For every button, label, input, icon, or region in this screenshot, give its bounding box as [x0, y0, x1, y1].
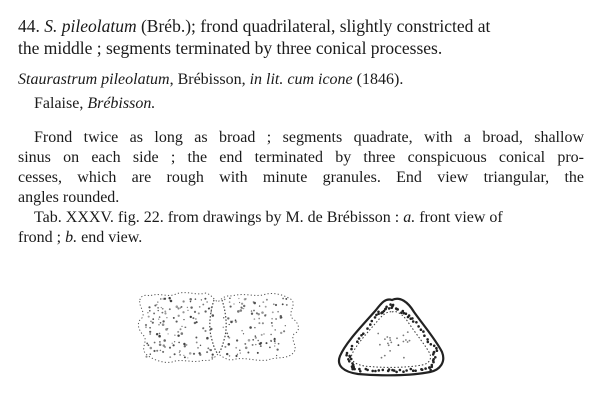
- locality-place: Falaise,: [34, 95, 88, 112]
- plate-text-start: frond ;: [18, 229, 66, 246]
- frond-end-view-drawing: [339, 299, 443, 376]
- locality-collector: Brébisson.: [87, 95, 156, 112]
- synonym-line: [18, 70, 584, 90]
- entry-number: 44.: [18, 16, 40, 36]
- description-line-2: [18, 148, 584, 168]
- synonym-source: in lit. cum icone: [249, 71, 353, 88]
- synonym-name: Staurastrum pileolatum: [18, 71, 170, 88]
- frond-front-view-drawing: [138, 293, 298, 363]
- description-line-1: [34, 128, 584, 148]
- description-text-3: cesses, which are rough with minute granules. End view triangular, the: [18, 169, 584, 186]
- plate-text-a: front view of: [415, 209, 503, 226]
- diagnosis-text-1: ; frond quadrilateral, slightly constricted at: [191, 16, 491, 36]
- description-text-2: sinus on each side ; the end terminated by three conspicuous conical pro-: [18, 149, 584, 166]
- species-name: S. pileolatum: [44, 16, 137, 36]
- plate-label-a: a.: [403, 209, 416, 226]
- synonym-author: , Brébisson,: [169, 71, 250, 88]
- plate-reference-line-1: [34, 208, 584, 228]
- locality-line: [34, 94, 584, 114]
- plate-reference-line-2: [18, 228, 584, 248]
- description-line-4: [18, 188, 584, 208]
- description-text-1: Frond twice as long as broad ; segments quadrate, with a broad, shallow: [34, 129, 584, 146]
- diagnosis-text-2: the middle ; segments terminated by three conical processes.: [18, 38, 443, 58]
- species-authority: (Bréb.): [140, 16, 192, 36]
- description-line-3: [18, 168, 584, 188]
- synonym-year: (1846).: [352, 71, 404, 88]
- plate-text-b: end view.: [77, 229, 143, 246]
- plate-label-b: b.: [65, 229, 78, 246]
- plate-ref: Tab. XXXV. fig. 22. from drawings by M. de Brébisson :: [34, 209, 404, 226]
- entry-heading-line-1: [18, 16, 584, 36]
- entry-heading-line-2: [18, 38, 584, 58]
- description-text-4: angles rounded.: [18, 189, 120, 206]
